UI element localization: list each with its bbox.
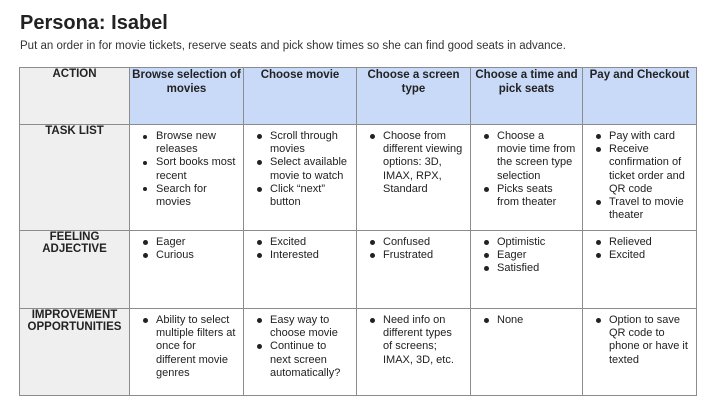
list-item: Confused <box>367 236 464 249</box>
list-item: Eager <box>140 236 237 249</box>
list-item: Frustrated <box>367 249 464 262</box>
table-cell <box>471 231 583 309</box>
list-item: Need info on different types of screens; IMAX, 3D, etc. <box>367 314 464 367</box>
list-item: Travel to movie theater <box>593 196 690 222</box>
row-header: TASK LIST <box>20 125 130 231</box>
list-item: Pay with card <box>593 130 690 143</box>
list-item: Excited <box>593 249 690 262</box>
persona-goal: Put an order in for movie tickets, reserve seats and pick show times so she can find good seats in advance. <box>20 40 566 52</box>
task-list-row <box>20 125 697 231</box>
table-cell <box>357 125 471 231</box>
list-item: Scroll through movies <box>254 130 350 156</box>
list-item: Choose a movie time from the screen type selection <box>481 130 576 183</box>
list-item: Curious <box>140 249 237 262</box>
table-cell <box>583 231 697 309</box>
table-cell <box>357 231 471 309</box>
table-cell <box>583 309 697 396</box>
list-item: Select available movie to watch <box>254 156 350 182</box>
column-header: Browse selection of movies <box>130 68 244 125</box>
persona-title: Persona: Isabel <box>20 12 168 34</box>
column-header: Choose a screen type <box>357 68 471 125</box>
row-header: FEELING ADJECTIVE <box>20 231 130 309</box>
list-item: Interested <box>254 249 350 262</box>
list-item: Search for movies <box>140 183 237 209</box>
table-cell <box>583 125 697 231</box>
list-item: Choose from different viewing options: 3D, IMAX, RPX, Standard <box>367 130 464 196</box>
list-item: Satisfied <box>481 262 576 275</box>
table-cell <box>244 125 357 231</box>
list-item: Receive confirmation of ticket order and QR code <box>593 143 690 196</box>
action-header: ACTION <box>20 68 130 125</box>
list-item: Picks seats from theater <box>481 183 576 209</box>
list-item: Continue to next screen automatically? <box>254 340 350 380</box>
list-item: Optimistic <box>481 236 576 249</box>
list-item: Ability to select multiple filters at once for different movie genres <box>140 314 237 380</box>
table-cell <box>357 309 471 396</box>
table-cell <box>244 309 357 396</box>
feeling-row <box>20 231 697 309</box>
table-cell <box>471 309 583 396</box>
header-row <box>20 68 697 125</box>
table-cell <box>471 125 583 231</box>
list-item: Browse new releases <box>140 130 237 156</box>
column-header: Pay and Checkout <box>583 68 697 125</box>
list-item: Sort books most recent <box>140 156 237 182</box>
improvement-row <box>20 309 697 396</box>
list-item: Relieved <box>593 236 690 249</box>
table-cell <box>244 231 357 309</box>
row-header: IMPROVEMENT OPPORTUNITIES <box>20 309 130 396</box>
table-cell <box>130 231 244 309</box>
column-header: Choose movie <box>244 68 357 125</box>
user-journey-table <box>19 67 697 396</box>
list-item: Excited <box>254 236 350 249</box>
column-header: Choose a time and pick seats <box>471 68 583 125</box>
table-cell <box>130 309 244 396</box>
list-item: None <box>481 314 576 327</box>
list-item: Click “next” button <box>254 183 350 209</box>
list-item: Eager <box>481 249 576 262</box>
list-item: Option to save QR code to phone or have it texted <box>593 314 690 367</box>
table-cell <box>130 125 244 231</box>
list-item: Easy way to choose movie <box>254 314 350 340</box>
